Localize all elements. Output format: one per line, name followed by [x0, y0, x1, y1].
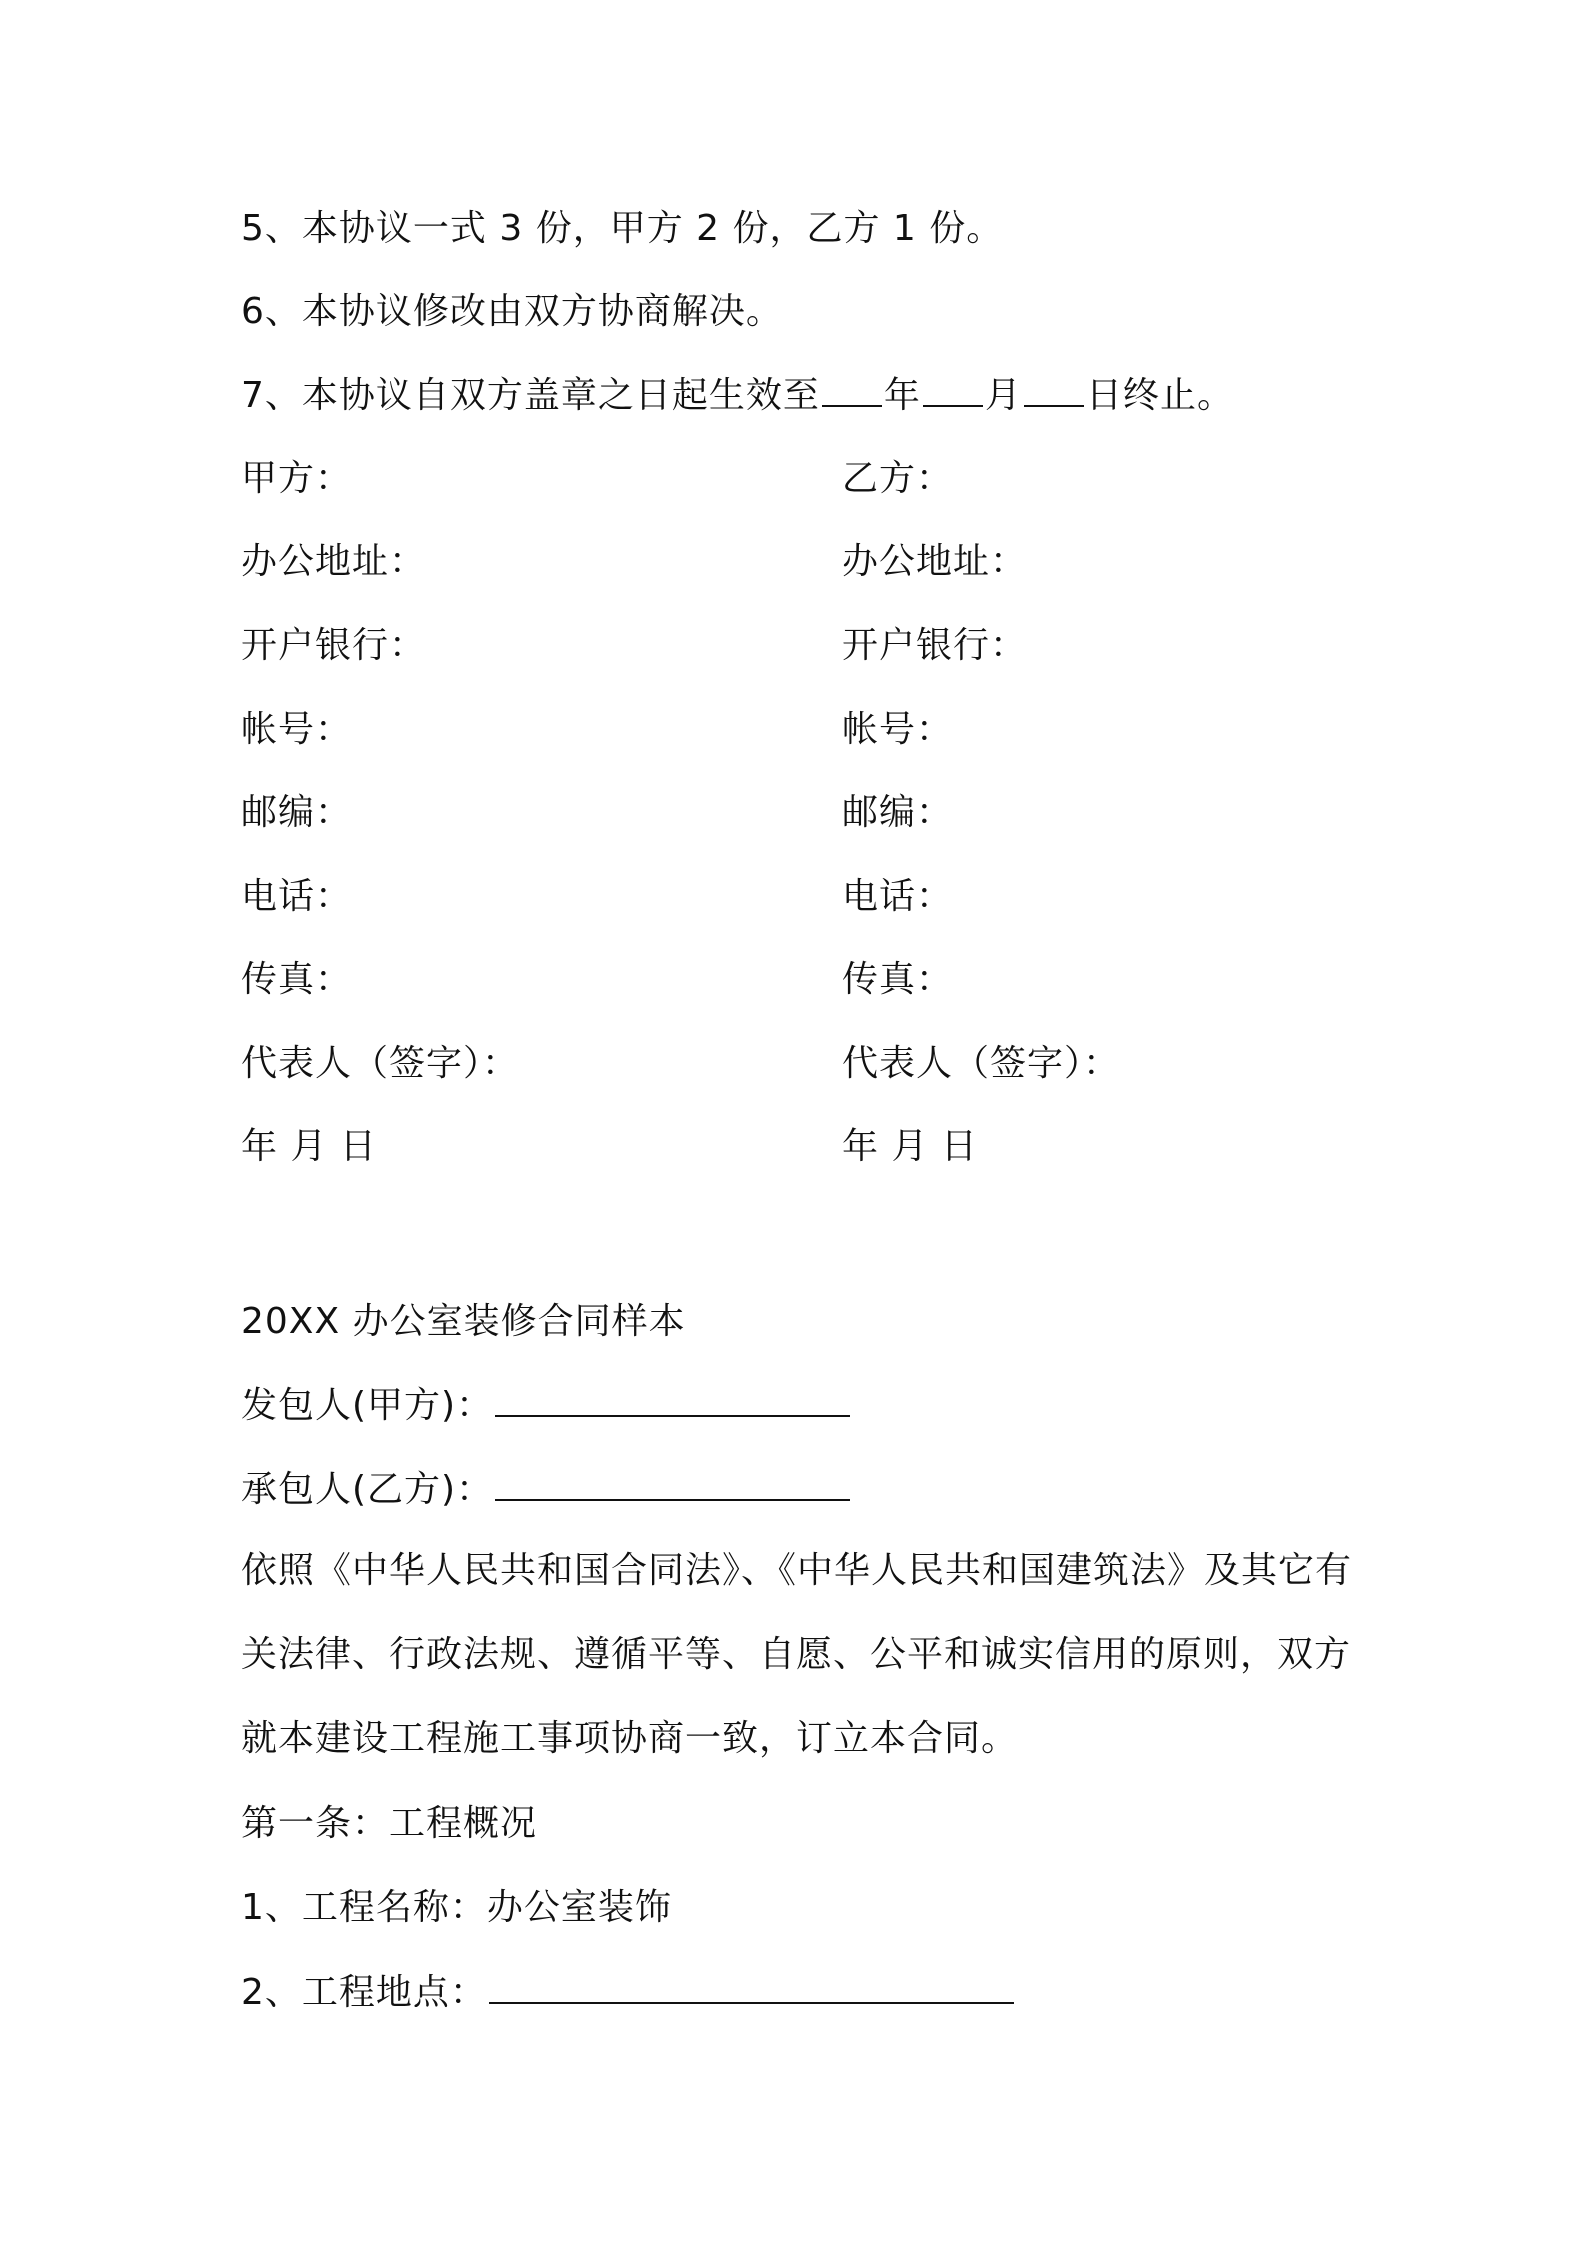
party-a-date: 年 月 日	[241, 1126, 377, 1167]
party-a-representative: 代表人（签字）：	[241, 1043, 520, 1084]
clause-7-prefix: 7、本协议自双方盖章之日起生效至	[241, 375, 820, 416]
clause-5: 5、本协议一式 3 份，甲方 2 份，乙方 1 份。	[241, 208, 1004, 249]
clause-7-month: 月	[984, 375, 1022, 416]
month-blank	[923, 371, 983, 407]
party-a-account: 帐号：	[241, 709, 353, 750]
article-1-title: 第一条：工程概况	[241, 1803, 538, 1844]
contract-preamble: 依照《中华人民共和国合同法》、《中华人民共和国建筑法》及其它有关法律、行政法规、遵循平等、自愿、公平和诚实信用的原则，双方就本建设工程施工事项协商一致，订立本合同。	[241, 1550, 1353, 1759]
party-b-bank: 开户银行：	[842, 625, 1028, 666]
party-a-address: 办公地址：	[241, 541, 427, 582]
clause-6: 6、本协议修改由双方协商解决。	[241, 291, 783, 332]
party-b-representative: 代表人（签字）：	[842, 1043, 1121, 1084]
project-name: 1、工程名称：办公室装饰	[241, 1887, 672, 1928]
party-b-address: 办公地址：	[842, 541, 1028, 582]
party-a-postcode: 邮编：	[241, 792, 353, 833]
employer-blank	[495, 1381, 850, 1417]
day-blank	[1024, 371, 1084, 407]
contract-title: 20XX 办公室装修合同样本	[241, 1301, 686, 1342]
project-location-line	[241, 1968, 1016, 2017]
contractor-label: 承包人(乙方)：	[241, 1469, 494, 1510]
project-location-blank	[489, 1968, 1014, 2004]
party-b-account: 帐号：	[842, 709, 954, 750]
contractor-line	[241, 1465, 852, 1514]
party-b-date: 年 月 日	[842, 1126, 978, 1167]
employer-line	[241, 1381, 852, 1430]
party-a-fax: 传真：	[241, 959, 353, 1000]
clause-7	[241, 371, 1234, 420]
party-b-fax: 传真：	[842, 959, 954, 1000]
party-a-phone: 电话：	[241, 876, 353, 917]
year-blank	[822, 371, 882, 407]
project-location-label: 2、工程地点：	[241, 1972, 487, 2013]
employer-label: 发包人(甲方)：	[241, 1385, 494, 1426]
party-b-label: 乙方：	[842, 458, 954, 499]
contractor-blank	[495, 1465, 850, 1501]
party-b-phone: 电话：	[842, 876, 954, 917]
party-a-label: 甲方：	[241, 458, 353, 499]
clause-7-year: 年	[883, 375, 921, 416]
party-a-bank: 开户银行：	[241, 625, 427, 666]
party-b-postcode: 邮编：	[842, 792, 954, 833]
clause-7-suffix: 日终止。	[1085, 375, 1234, 416]
